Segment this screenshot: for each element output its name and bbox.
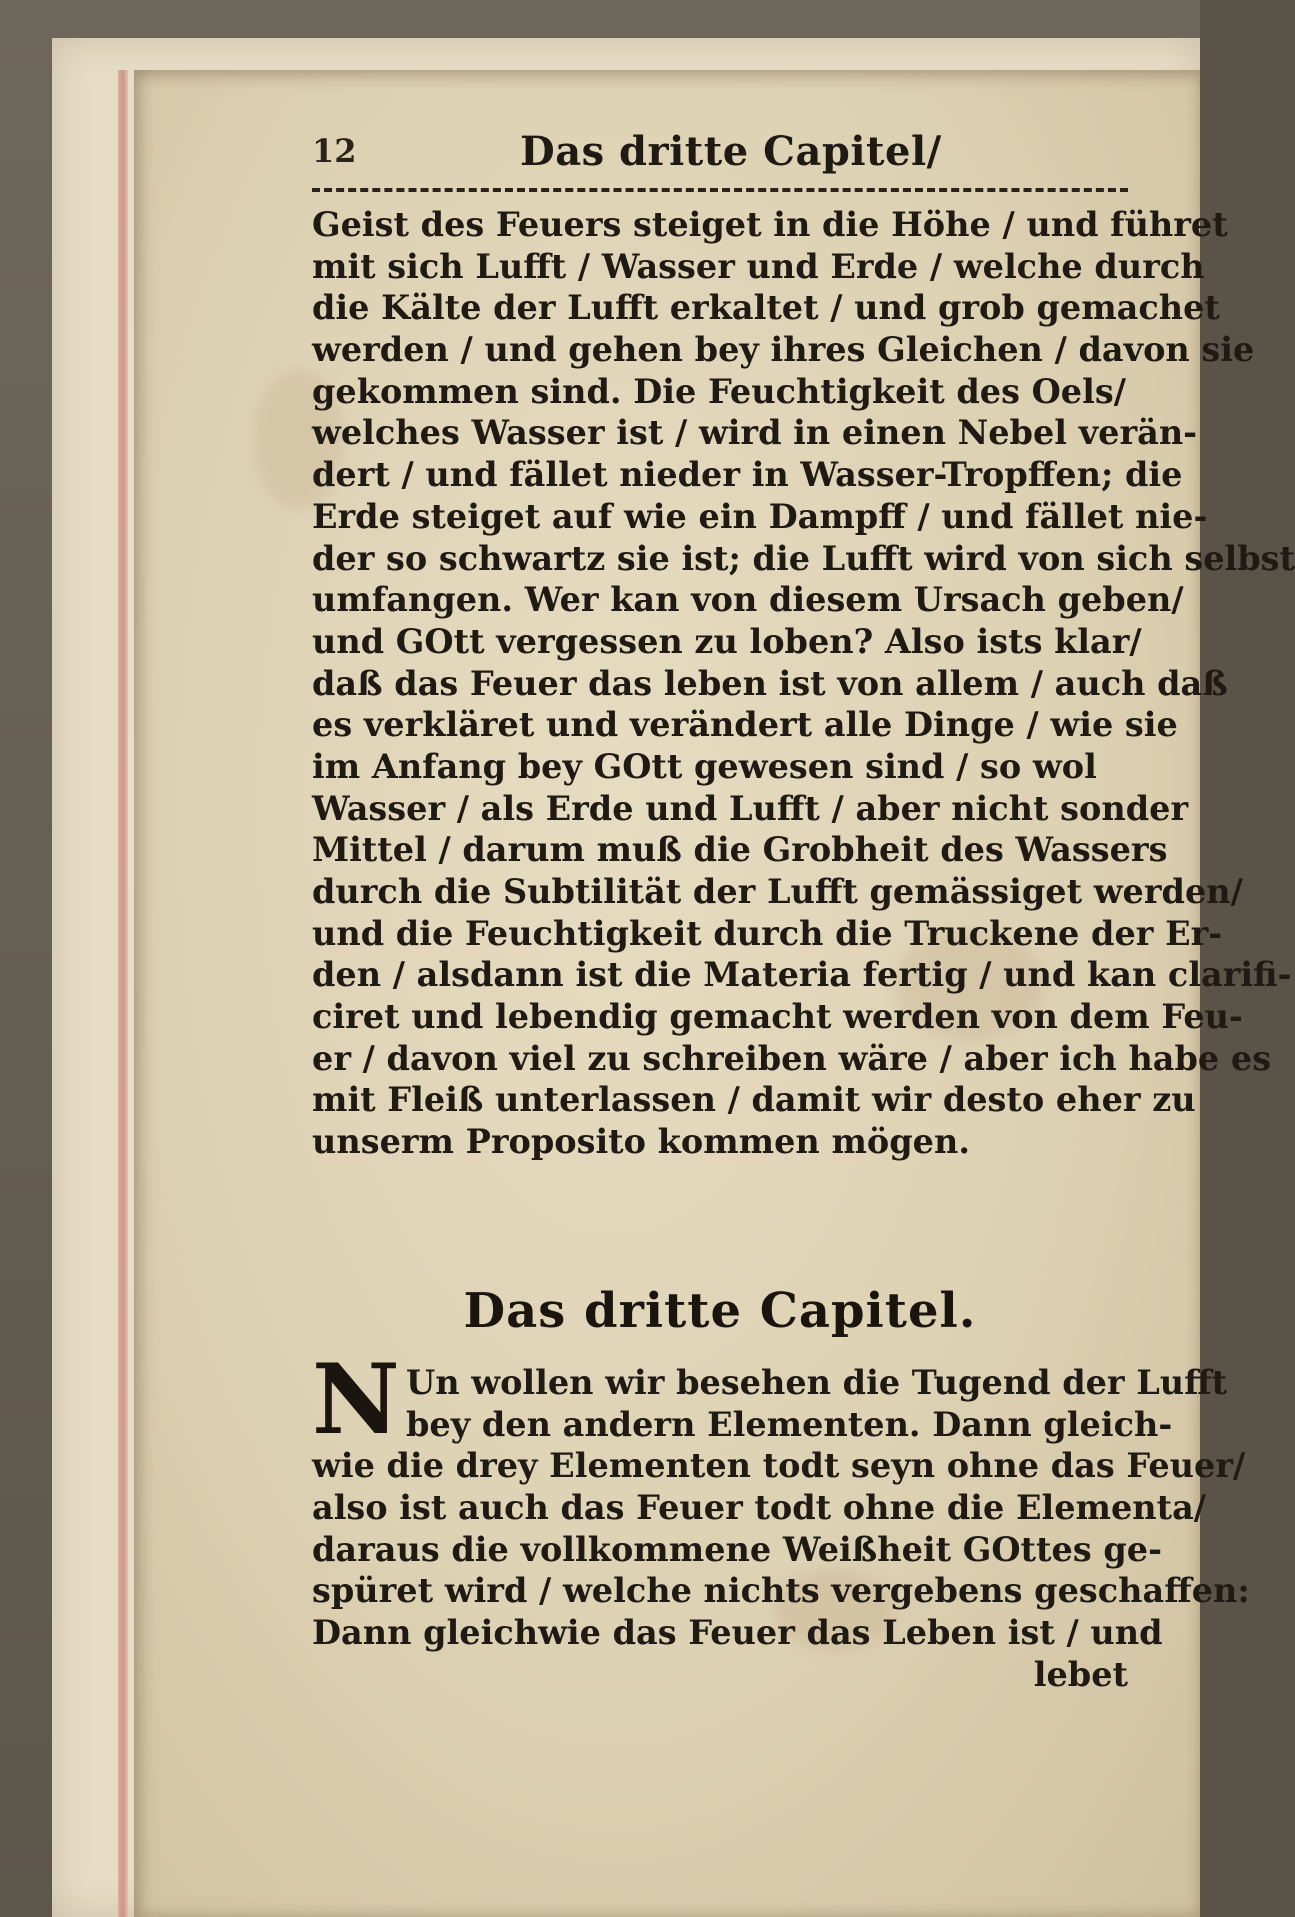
text-line: umfangen. Wer kan von diesem Ursach geben/ <box>312 580 1184 620</box>
text-line: daß das Feuer das leben ist von allem / auch daß <box>312 663 1228 703</box>
text-line: gekommen sind. Die Feuchtigkeit des Oels/ <box>312 371 1126 411</box>
text-line: welches Wasser ist / wird in einen Nebel verän- <box>312 413 1198 453</box>
drop-cap: N <box>312 1343 400 1456</box>
text-line: daraus die vollkommene Weißheit GOttes ge- <box>312 1529 1162 1569</box>
text-line: er / davon viel zu schreiben wäre / aber ich habe es <box>312 1038 1272 1078</box>
text-line: Dann gleichwie das Feuer das Leben ist / und <box>312 1613 1163 1653</box>
text-line: Mittel / darum muß die Grobheit des Wassers <box>312 830 1168 870</box>
text-line: ciret und lebendig gemacht werden von dem Feu- <box>312 997 1243 1037</box>
text-line: die Kälte der Lufft erkaltet / und grob gemachet <box>312 288 1220 328</box>
chapter-text <box>312 1343 1250 1696</box>
text-line: im Anfang bey GOtt gewesen sind / so wol <box>312 746 1097 786</box>
text-line: Un wollen wir besehen die Tugend der Lufft <box>406 1363 1228 1402</box>
text-line: wie die drey Elementen todt seyn ohne das Feuer/ <box>312 1446 1246 1486</box>
text-line: spüret wird / welche nichts vergebens geschaffen: <box>312 1571 1250 1611</box>
body-text <box>312 204 1295 1163</box>
text-line: den / alsdann ist die Materia fertig / und kan clarifi- <box>312 955 1292 995</box>
running-head: Das dritte Capitel/ <box>520 128 942 175</box>
header-rule <box>312 188 1128 192</box>
text-line: und GOtt vergessen zu loben? Also ists klar/ <box>312 621 1142 661</box>
text-line: Wasser / als Erde und Lufft / aber nicht sonder <box>312 788 1189 828</box>
text-line: Erde steiget auf wie ein Dampff / und fället nie- <box>312 496 1208 536</box>
text-line: dert / und fället nieder in Wasser-Tropffen; die <box>312 455 1183 495</box>
text-line: mit Fleiß unterlassen / damit wir desto eher zu <box>312 1080 1196 1120</box>
text-line: mit sich Lufft / Wasser und Erde / welche durch <box>312 246 1205 286</box>
text-line: durch die Subtilität der Lufft gemässiget werden/ <box>312 872 1243 911</box>
text-line: es verkläret und verändert alle Dinge / wie sie <box>312 705 1178 745</box>
text-line: bey den andern Elementen. Dann gleich- <box>406 1404 1173 1444</box>
page-header <box>312 128 1128 178</box>
text-line: Geist des Feuers steiget in die Höhe / und führet <box>312 205 1228 244</box>
page-number: 12 <box>312 132 357 170</box>
text-line: und die Feuchtigkeit durch die Truckene der Er- <box>312 913 1223 953</box>
text-line: der so schwartz sie ist; die Lufft wird von sich selbst <box>312 538 1295 578</box>
text-line: also ist auch das Feuer todt ohne die Elementa/ <box>312 1488 1207 1528</box>
text-line: unserm Proposito kommen mögen. <box>312 1122 970 1162</box>
catchword: lebet <box>1033 1654 1128 1694</box>
red-page-edge <box>118 70 128 1917</box>
text-line: werden / und gehen bey ihres Gleichen / davon sie <box>312 330 1255 370</box>
chapter-title: Das dritte Capitel. <box>463 1283 977 1339</box>
